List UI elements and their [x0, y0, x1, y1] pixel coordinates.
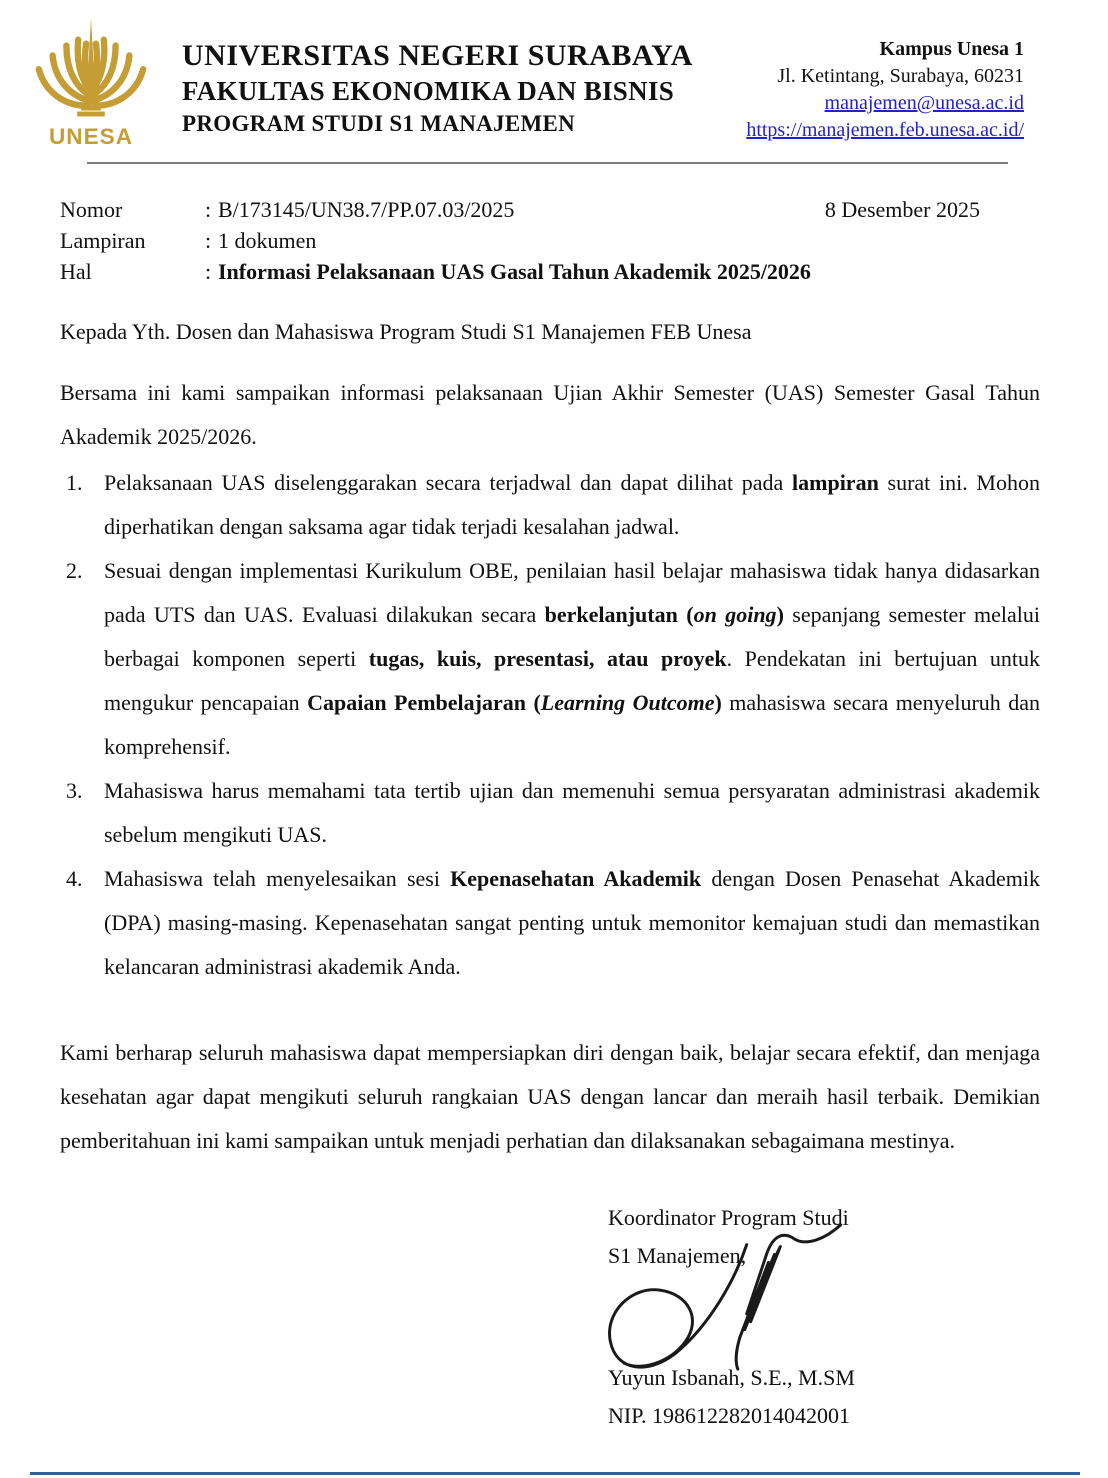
meta-label: Hal: [60, 259, 92, 284]
text-run: Kepenasehatan Akademik: [450, 866, 702, 891]
list-item-text: [104, 549, 1040, 769]
text-run: dengan Dosen Penasehat Akademik (DPA) masing-masing. Kepenasehatan sangat penting untuk memonitor kemajuan studi dan memastikan kelancaran administrasi akademik Anda.: [104, 866, 1040, 979]
meta-label: Nomor: [60, 197, 123, 222]
text-run: Mahasiswa harus memahami tata tertib ujian dan memenuhi semua persyaratan administrasi akademik sebelum mengikuti UAS.: [104, 778, 1040, 847]
signer-title-line1: Koordinator Program Studi: [608, 1205, 849, 1230]
opening-paragraph: Bersama ini kami sampaikan informasi pelaksanaan Ujian Akhir Semester (UAS) Semester Gasal Tahun Akademik 2025/2026.: [60, 380, 1040, 449]
meta-separator: :: [205, 259, 212, 284]
text-run: ): [776, 602, 784, 627]
list-item: [60, 549, 1040, 769]
closing-paragraph: Kami berharap seluruh mahasiswa dapat mempersiapkan diri dengan baik, belajar secara efektif, dan menjaga kesehatan agar dapat mengikuti seluruh rangkaian UAS dengan lancar dan meraih hasil terbaik. Demikian pemberitahuan ini kami sampaikan untuk menjadi perhatian dan dilaksanakan sebagaimana mestinya.: [60, 1040, 1040, 1153]
logo-text: UNESA: [48, 124, 134, 150]
list-item-text: [104, 857, 1040, 989]
list-item-number: 1.: [66, 470, 83, 495]
salutation: Kepada Yth. Dosen dan Mahasiswa Program Studi S1 Manajemen FEB Unesa: [60, 319, 752, 344]
unesa-logo-icon: [30, 14, 152, 154]
letter-meta: [60, 194, 1040, 287]
list-item-text: [104, 461, 1040, 549]
meta-separator: :: [205, 228, 212, 253]
campus-name: Kampus Unesa 1: [879, 38, 1024, 60]
email-link[interactable]: manajemen@unesa.ac.id: [824, 92, 1024, 114]
meta-value: Informasi Pelaksanaan UAS Gasal Tahun Akademik 2025/2026: [218, 259, 811, 284]
text-run: Pelaksanaan UAS diselenggarakan secara terjadwal dan dapat dilihat pada: [104, 470, 793, 495]
letterhead-titles: [182, 38, 693, 140]
university-name: UNIVERSITAS NEGERI SURABAYA: [182, 39, 693, 72]
text-run: Capaian Pembelajaran (: [307, 690, 541, 715]
text-run: ): [714, 690, 722, 715]
text-run: Mahasiswa telah menyelesaikan sesi: [104, 866, 451, 891]
signature-space: [608, 1275, 1040, 1359]
numbered-list: [60, 461, 1040, 989]
text-run: Learning Outcome: [540, 690, 715, 715]
letter-date: 8 Desember 2025: [824, 197, 980, 222]
list-item-number: 4.: [66, 866, 83, 891]
signer-title-line2: S1 Manajemen,: [608, 1243, 747, 1268]
meta-value: B/173145/UN38.7/PP.07.03/2025: [218, 197, 515, 222]
program-name: PROGRAM STUDI S1 MANAJEMEN: [182, 111, 576, 136]
footer-divider: [30, 1472, 1080, 1475]
campus-address: Jl. Ketintang, Surabaya, 60231: [777, 65, 1024, 87]
text-run: lampiran: [792, 470, 879, 495]
text-run: berkelanjutan (: [544, 602, 694, 627]
text-run: on going: [693, 602, 777, 627]
letterhead-contact: [746, 36, 1024, 144]
signer-nip: NIP. 198612282014042001: [608, 1403, 851, 1428]
text-run: sepanjang semester melalui berbagai komponen seperti: [104, 602, 1040, 671]
text-run: surat ini. Mohon diperhatikan dengan saksama agar tidak terjadi kesalahan jadwal.: [104, 470, 1040, 539]
text-run: Sesuai dengan implementasi Kurikulum OBE, penilaian hasil belajar mahasiswa tidak hanya didasarkan pada UTS dan UAS. Evaluasi dilakukan secara: [104, 558, 1040, 627]
list-item-number: 3.: [66, 778, 83, 803]
text-run: tugas, kuis, presentasi, atau proyek: [368, 646, 727, 671]
meta-label: Lampiran: [60, 228, 146, 253]
list-item-text: [104, 769, 1040, 857]
meta-row: [60, 225, 1040, 256]
signature-block: [608, 1199, 1040, 1435]
list-item: [60, 769, 1040, 857]
faculty-name: FAKULTAS EKONOMIKA DAN BISNIS: [182, 76, 675, 106]
letter-body: [60, 317, 1040, 1163]
list-item: [60, 461, 1040, 549]
list-item-number: 2.: [66, 558, 83, 583]
website-link[interactable]: https://manajemen.feb.unesa.ac.id/: [746, 119, 1024, 141]
letterhead-divider: [87, 162, 1008, 164]
letterhead: [0, 0, 1108, 154]
text-run: . Pendekatan ini bertujuan untuk mengukur pencapaian: [104, 646, 1040, 715]
meta-row: [60, 256, 1040, 287]
meta-separator: :: [205, 197, 212, 222]
meta-value: 1 dokumen: [218, 228, 317, 253]
text-run: mahasiswa secara menyeluruh dan komprehensif.: [104, 690, 1041, 759]
signer-name: Yuyun Isbanah, S.E., M.SM: [608, 1365, 855, 1390]
list-item: [60, 857, 1040, 989]
